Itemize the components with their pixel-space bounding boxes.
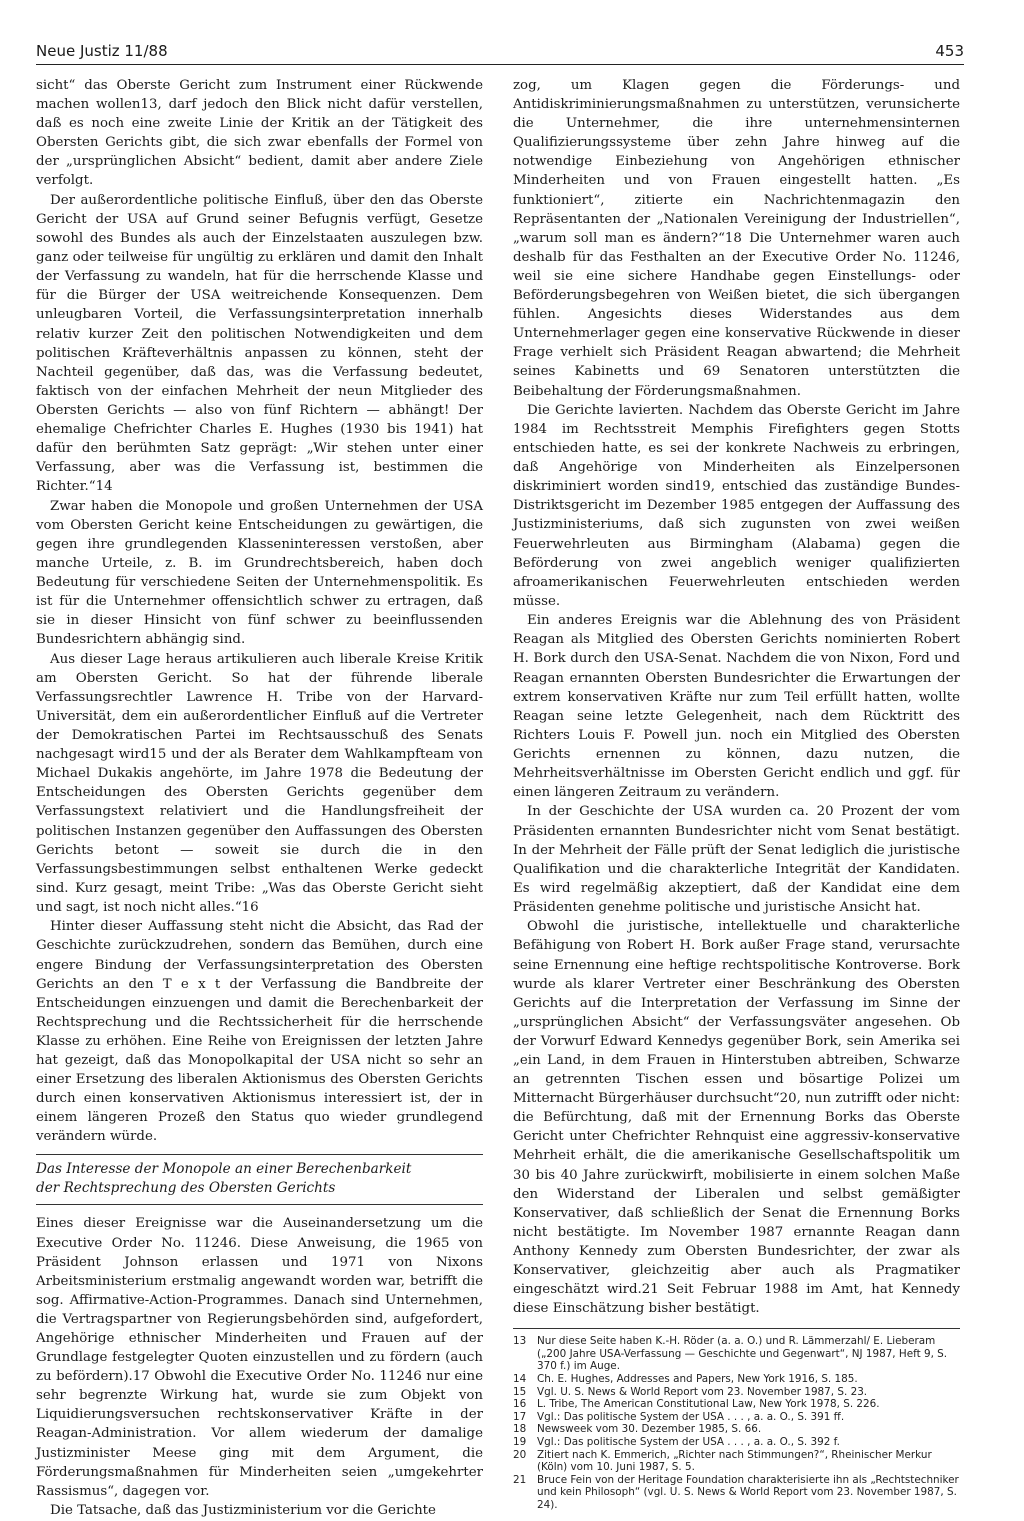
footnote-number: 21 <box>513 1473 527 1486</box>
footnote-text: Nur diese Seite haben K.-H. Röder (a. a. O.) und R. Lämmerzahl/ E. Lieberam („200 Jahre USA-Verfassung — Geschichte und Gegenwart“, NJ 1987, Heft 9, S. 370 f.) im Auge. <box>537 1335 948 1373</box>
journal-title: Neue Justiz 11/88 <box>36 42 168 60</box>
footnote <box>513 1386 960 1399</box>
paragraph: Zwar haben die Monopole und großen Unternehmen der USA vom Obersten Gericht keine Entscheidungen zu gewärtigen, die gegen ihre grundlegenden Klasseninteressen verstoßen, aber manche Urteile, z. B. im Grundrechtsbereich, haben doch Bedeutung für verschiedene Seiten der Unternehmenspolitik. Es ist für die Unternehmer offensichtlich schwer zu ertragen, daß sie in dieser Hinsicht von fünf schwer zu beeinflussenden Bundesrichtern abhängig sind. <box>36 498 483 648</box>
paragraph: Ein anderes Ereignis war die Ablehnung des von Präsident Reagan als Mitglied des Obersten Gerichts nominierten Robert H. Bork durch den USA-Senat. Nachdem die von Nixon, Ford und Reagan ernannten Obersten Bundesrichter die Erwartungen der extrem konservativen Kräfte nur zum Teil erfüllt hatten, wollte Reagan seine letzte Gelegenheit, nach dem Rücktritt des Richters Louis F. Powell jun. noch ein Mitglied des Obersten Gerichts ernennen zu können, dazu nutzen, die Mehrheitsverhältnisse im Obersten Gericht endlich und ggf. für einen längeren Zeitraum zu verändern. <box>513 613 960 801</box>
footnote <box>513 1423 960 1436</box>
paragraph: sicht“ das Oberste Gericht zum Instrument einer Rückwende machen wollen13, darf jedoch den Blick nicht dafür verstellen, daß es noch eine zweite Linie der Kritik an der Tätigkeit des Obersten Gerichts gibt, die sich zwar ebenfalls der Formel von der „ursprünglichen Absicht“ bedient, damit aber andere Ziele verfolgt. <box>36 78 483 189</box>
footnote <box>513 1373 960 1386</box>
footnote-number: 15 <box>513 1385 527 1398</box>
footnote-number: 13 <box>513 1335 527 1348</box>
paragraph: Der außerordentliche politische Einfluß, über den das Oberste Gericht der USA auf Grund seiner Befugnis verfügt, Gesetze sowohl des Bundes als auch der Einzelstaaten auszulegen bzw. ganz oder teilweise für ungültig zu erklären und damit den Inhalt der Verfassung zu wandeln, hat für die herrschende Klasse und für die Bürger der USA weitreichende Konsequenzen. Dem unleugbaren Vorteil, die Verfassungsinterpretation innerhalb relativ kurzer Zeit den politischen Notwendigkeiten und dem politischen Kräfteverhältnis anpassen zu können, steht der Nachteil gegenüber, daß das, was die Verfassung bedeutet, faktisch von der einfachen Mehrheit der neun Mitglieder des Obersten Gerichts — also von fünf Richtern — abhängt! Der ehemalige Chefrichter Charles E. Hughes (1930 bis 1941) hat dafür den berühmten Satz geprägt: „Wir stehen unter einer Verfassung, aber was die Verfassung ist, bestimmen die Richter.“14 <box>36 192 483 495</box>
footnote-text: Vgl. U. S. News & World Report vom 23. November 1987, S. 23. <box>537 1385 868 1398</box>
paragraph: Die Tatsache, daß das Justizministerium vor die Gerichte <box>50 1503 436 1519</box>
left-column <box>36 76 483 1521</box>
page-header <box>36 40 964 65</box>
footnote-text: L. Tribe, The American Constitutional Law, New York 1978, S. 226. <box>537 1398 880 1411</box>
footnote-text: Zitiert nach K. Emmerich, „Richter nach Stimmungen?“, Rheinischer Merkur (Köln) vom 10. Juni 1987, S. 5. <box>537 1448 932 1474</box>
paragraph: Eines dieser Ereignisse war die Auseinandersetzung um die Executive Order No. 11246. Diese Anweisung, die 1965 von Präsident Johnson erlassen und 1971 von Nixons Arbeitsministerium erstmalig angewandt worden war, betrifft die sog. Affirmative-Action-Programmes. Danach sind Unternehmen, die Vertragspartner von Regierungsbehörden sind, aufgefordert, Angehörige ethnischer Minderheiten und Frauen auf der Grundlage festgelegter Quoten einzustellen und zu fördern (auch zu befördern).17 Obwohl die Executive Order No. 11246 nur eine sehr begrenzte Wirkung hat, wurde sie zum Objekt von Liquidierungsversuchen rechtskonservativer Kräfte in der Reagan-Administration. Vor allem wiederum der damalige Justizminister Meese ging mit dem Argument, die Förderungsmaßnahmen für Minderheiten seien „umgekehrter Rassismus“, dagegen vor. <box>36 1216 483 1499</box>
paragraph: In der Geschichte der USA wurden ca. 20 Prozent der vom Präsidenten ernannten Bundesrichter nicht vom Senat bestätigt. In der Mehrheit der Fälle prüft der Senat lediglich die juristische Qualifikation und die charakterliche Integrität der Kandidaten. Es wird regelmäßig akzeptiert, daß der Kandidat eine dem Präsidenten genehme politische und juristische Ansicht hat. <box>513 804 960 915</box>
paragraph: Aus dieser Lage heraus artikulieren auch liberale Kreise Kritik am Obersten Gericht. So hat der führende liberale Verfassungsrechtler Lawrence H. Tribe von der Harvard-Universität, dem ein außerordentlicher Einfluß auf die Vertreter der Demokratischen Partei im Rechtsausschuß des Senats nachgesagt wird15 und der als Berater dem Wahlkampfteam von Michael Dukakis angehörte, im Jahre 1978 die Bedeutung der Entscheidungen des Obersten Gerichts gegenüber dem Verfassungstext relativiert und die Handlungsfreiheit der politischen Instanzen gegenüber den Auffassungen des Obersten Gerichts betont — soweit sie durch die in den Verfassungsbestimmungen selbst enthaltenen Werke gedeckt sind. Kurz gesagt, meint Tribe: „Was das Oberste Gericht sieht und sagt, ist noch nicht alles.“16 <box>36 651 483 915</box>
footnote-number: 18 <box>513 1423 527 1436</box>
right-column <box>513 76 960 1512</box>
paragraph: Obwohl die juristische, intellektuelle und charakterliche Befähigung von Robert H. Bork außer Frage stand, verursachte seine Ernennung eine heftige rechtspolitische Kontroverse. Bork wurde als klarer Vertreter einer Beschränkung des Obersten Gerichts auf die Interpretation der Verfassung im Sinne der „ursprünglichen Absicht“ der Verfassungsväter angesehen. Ob der Vorwurf Edward Kennedys gegenüber Bork, sein Amerika sei „ein Land, in dem Frauen in Hinterstuben abtreiben, Schwarze an getrennten Tischen essen und bösartige Polizei um Mitternacht Bürgerhäuser durchsucht“20, nun zutrifft oder nicht: die Befürchtung, daß mit der Ernennung Borks das Oberste Gericht unter Chefrichter Rehnquist eine aggressiv-konservative Mehrheit erhält, die die amerikanische Gesellschaftspolitik um 30 bis 40 Jahre zurückwirft, mobilisierte in einem solchen Maße den Widerstand der Liberalen und selbst gemäßigter Konservativer, daß schließlich der Senat die Ernennung Borks nicht bestätigte. Im November 1987 ernannte Reagan dann Anthony Kennedy zum Obersten Bundesrichter, der zwar als Konservativer, gleichzeitig aber auch als Pragmatiker eingeschätzt wird.21 Seit Februar 1988 im Amt, hat Kennedy diese Einschätzung bisher bestätigt. <box>513 919 960 1317</box>
footnote-number: 19 <box>513 1436 527 1449</box>
footnote <box>513 1398 960 1411</box>
footnote-number: 20 <box>513 1448 527 1461</box>
footnote-number: 17 <box>513 1410 527 1423</box>
paragraph: Die Gerichte lavierten. Nachdem das Oberste Gericht im Jahre 1984 im Rechtsstreit Memphis Firefighters gegen Stotts entschieden hatte, es sei der konkrete Nachweis zu erbringen, daß Angehörige von Minderheiten als Einzelpersonen diskriminiert worden sind19, entschied das zuständige Bundes-Distriktsgericht im Dezember 1985 entgegen der Auffassung des Justizministeriums, daß sich zugunsten von zwei weißen Feuerwehrleuten aus Birmingham (Alabama) gegen die Beförderung von zwei angeblich weniger qualifizierten afroamerikanischen Feuerwehrleuten entschieden werden müsse. <box>513 402 960 609</box>
footnote-number: 16 <box>513 1398 527 1411</box>
footnotes <box>513 1335 960 1511</box>
footnote-number: 14 <box>513 1373 527 1386</box>
section-heading-line: der Rechtsprechung des Obersten Gerichts <box>36 1180 336 1197</box>
footnote-text: Newsweek vom 30. Dezember 1985, S. 66. <box>537 1423 762 1436</box>
footnote <box>513 1436 960 1449</box>
footnote <box>513 1474 960 1512</box>
paragraph: zog, um Klagen gegen die Förderungs- und Antidiskriminierungsmaßnahmen zu unterstützen, verunsicherte die Unternehmer, die ihre unternehmensinternen Qualifizierungssysteme über zehn Jahre hinweg auf die notwendige Einbeziehung von Angehörigen ethnischer Minderheiten und von Frauen eingestellt hatten. „Es funktioniert“, zitierte ein Nachrichtenmagazin den Repräsentanten der „Nationalen Vereinigung der Industriellen“, „warum soll man es ändern?“18 Die Unternehmer waren auch deshalb für das Festhalten an der Executive Order No. 11246, weil sie eine sichere Handhabe gegen Einstellungs- oder Beförderungsbegehren von Weißen bietet, die sich übergangen fühlen. Angesichts dieses Widerstandes aus dem Unternehmerlager gegen eine konservative Rückwende in dieser Frage verhielt sich Präsident Reagan abwartend; die Mehrheit seines Kabinetts und 69 Senatoren unterstützten die Beibehaltung der Förderungsmaßnahmen. <box>513 78 960 399</box>
footnote-text: Bruce Fein von der Heritage Foundation charakterisierte ihn als „Rechtstechniker und kein Philosoph“ (vgl. U. S. News & World Report vom 23. November 1987, S. 24). <box>537 1473 959 1511</box>
footnote <box>513 1449 960 1474</box>
section-heading <box>36 1154 483 1205</box>
page-number: 453 <box>935 42 964 60</box>
footnote-text: Vgl.: Das politische System der USA . . . , a. a. O., S. 391 ff. <box>537 1410 845 1423</box>
footnote-separator <box>513 1328 960 1329</box>
paragraph: Hinter dieser Auffassung steht nicht die Absicht, das Rad der Geschichte zurückzudrehen, sondern das Bemühen, durch eine engere Bindung der Verfassungsinterpretation des Obersten Gerichts an den T e x t der Verfassung die Bandbreite der Entscheidungen einzuengen und damit die Berechenbarkeit der Rechtsprechung und die Rechtssicherheit für die herrschende Klasse zu erhöhen. Eine Reihe von Ereignissen der letzten Jahre hat gezeigt, daß das Monopolkapital der USA nicht so sehr an einer Ersetzung des liberalen Aktionismus des Obersten Gerichts durch einen konservativen Aktionismus interessiert ist, der in einem längeren Prozeß den Status quo wieder grundlegend verändern würde. <box>36 919 483 1145</box>
section-heading-line: Das Interesse der Monopole an einer Berechenbarkeit <box>36 1161 412 1178</box>
footnote <box>513 1335 960 1373</box>
footnote <box>513 1411 960 1424</box>
footnote-text: Ch. E. Hughes, Addresses and Papers, New York 1916, S. 185. <box>537 1373 858 1386</box>
footnote-text: Vgl.: Das politische System der USA . . . , a. a. O., S. 392 f. <box>537 1436 840 1449</box>
